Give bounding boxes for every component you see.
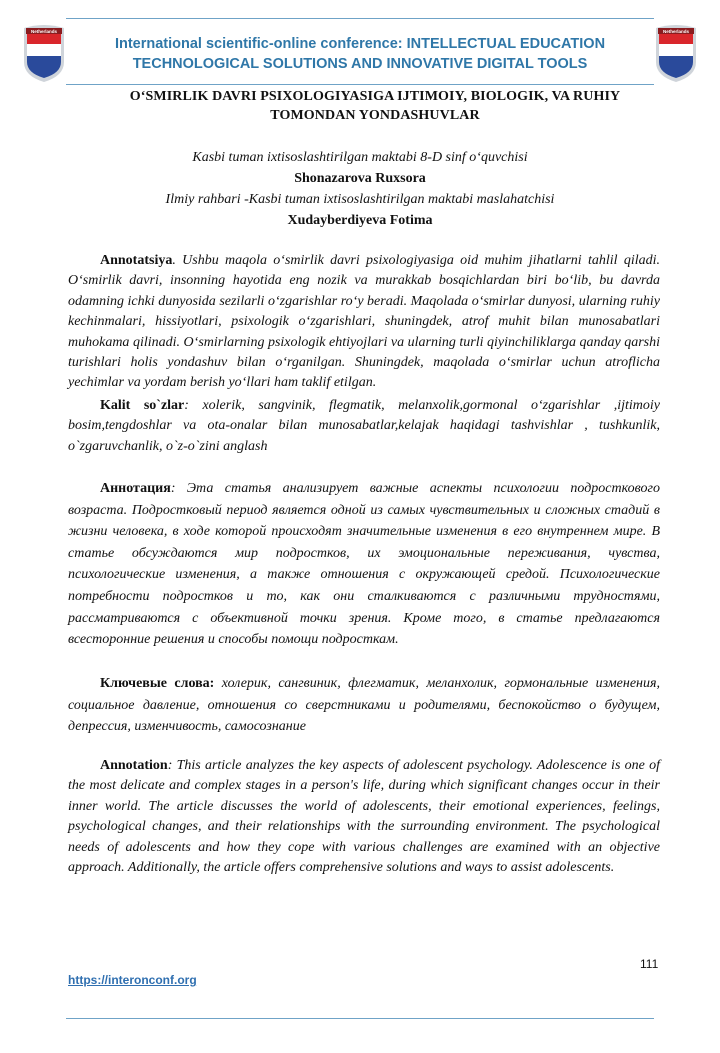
advisor-name: Xudayberdiyeva Fotima: [287, 213, 433, 228]
uz-abstract: [68, 251, 660, 394]
en-abstract-label: Annotation: [100, 758, 168, 773]
uz-keywords-label: Kalit so`zlar: [100, 398, 185, 413]
footer-rule: [66, 1018, 654, 1019]
ru-abstract-text: : Эта статья анализирует важные аспекты психологии подросткового возраста. Подростковый период является одной из самых чувствительных и сложных стадий в жизни человека, в ходе которой происходят значительные изменения в его внутреннем мире. В статье обсуждаются мир подростков, их эмоциональные переживания, чувства, психологические изменения, а также отношения с окружающей средой. Психологические потребности подростков и то, как они сталкиваются с различными трудностями, рассматриваются с объективной точки зрения. Кроме того, в статье предлагаются всесторонние решения и способы помощи подросткам.: [68, 481, 660, 648]
uz-keywords-text: : xolerik, sangvinik, flegmatik, melanxolik,gormonal o‘zgarishlar ,ijtimoiy bosim,tengdoshlar va ota-onalar bilan munosabatlar,kelajak haqidagi tashvishlar , tushkunlik, o`zgaruvchanlik, o`z-o`zini anglash: [68, 398, 660, 454]
en-abstract-text: : This article analyzes the key aspects of adolescent psychology. Adolescence is one of the most delicate and complex stages in a person's life, during which significant changes occur in their inner world. The article discusses the world of adolescents, their emotional experiences, feelings, psychological changes, and their relationships with the surrounding environment. The psychological needs of adolescents and how they cope with various challenges are examined with an objective approach. Additionally, the article offers comprehensive solutions and ways to assist adolescents.: [68, 758, 660, 876]
uz-keywords: [68, 396, 660, 457]
ru-keywords-text: холерик, сангвиник, флегматик, меланхолик, гормональные изменения, социальное давление, отношения со сверстниками и родителями, беспокойство о будущем, депрессия, изменчивость, самосознание: [68, 676, 660, 735]
netherlands-flag-icon: [652, 22, 700, 84]
flag-label-left: Netherlands: [30, 29, 58, 34]
conference-title: [100, 34, 620, 74]
conference-title-line1: International scientific-online conference: INTELLECTUAL EDUCATION: [114, 36, 606, 52]
advisor-affiliation: Ilmiy rahbari -Kasbi tuman ixtisoslashtirilgan maktabi maslahatchisi: [165, 192, 555, 207]
paper-title: [90, 87, 660, 125]
header-bottom-rule: [66, 84, 654, 85]
uz-abstract-text: . Ushbu maqola o‘smirlik davri psixologiyasiga oid muhim jihatlarni tahlil qiladi. O‘smirlik davri, insonning hayotida eng nozik va murakkab bosqichlardan biri bo‘lib, bu davrda odamning ichki dunyosida sezilarli o‘zgarishlar ro‘y beradi. Maqolada o‘smirlar dunyosi, ularning ruhiy kechinmalari, hissiyotlari, psixologik o‘zgarishlari, shuningdek, atrof muhit bilan munosabatlari muhokama qilinadi. O‘smirlarning psixologik ehtiyojlari va ularning turli qiyinchiliklarga qanday qarshi turishlari holis yondashuv bilan o‘rganilgan. Shuningdek, maqolada o‘smirlar uchun atroflicha yechimlar va yordam berish yo‘llari ham taklif etilgan.: [68, 253, 660, 391]
ru-keywords-label: Ключевые слова:: [100, 676, 215, 691]
netherlands-flag-icon: [20, 22, 68, 84]
header-top-rule: [66, 18, 654, 19]
authors-block: [60, 147, 660, 231]
flag-label-right: Netherlands: [662, 29, 690, 34]
conference-title-line2: TECHNOLOGICAL SOLUTIONS AND INNOVATIVE DIGITAL TOOLS: [132, 56, 588, 72]
author-name: Shonazarova Ruxsora: [294, 171, 426, 186]
author-affiliation: Kasbi tuman ixtisoslashtirilgan maktabi 8-D sinf o‘quvchisi: [192, 150, 528, 165]
ru-keywords: [68, 673, 660, 738]
ru-abstract: [68, 478, 660, 651]
paper-title-line1: O‘SMIRLIK DAVRI PSIXOLOGIYASIGA IJTIMOIY, BIOLOGIK, VA RUHIY: [129, 89, 621, 104]
page-number: 111: [640, 957, 659, 971]
uz-abstract-label: Annotatsiya: [100, 253, 173, 268]
conference-website-link[interactable]: https://interonconf.org: [68, 973, 197, 987]
ru-abstract-label: Аннотация: [100, 481, 171, 496]
en-abstract: [68, 756, 660, 878]
paper-title-line2: TOMONDAN YONDASHUVLAR: [270, 108, 480, 123]
